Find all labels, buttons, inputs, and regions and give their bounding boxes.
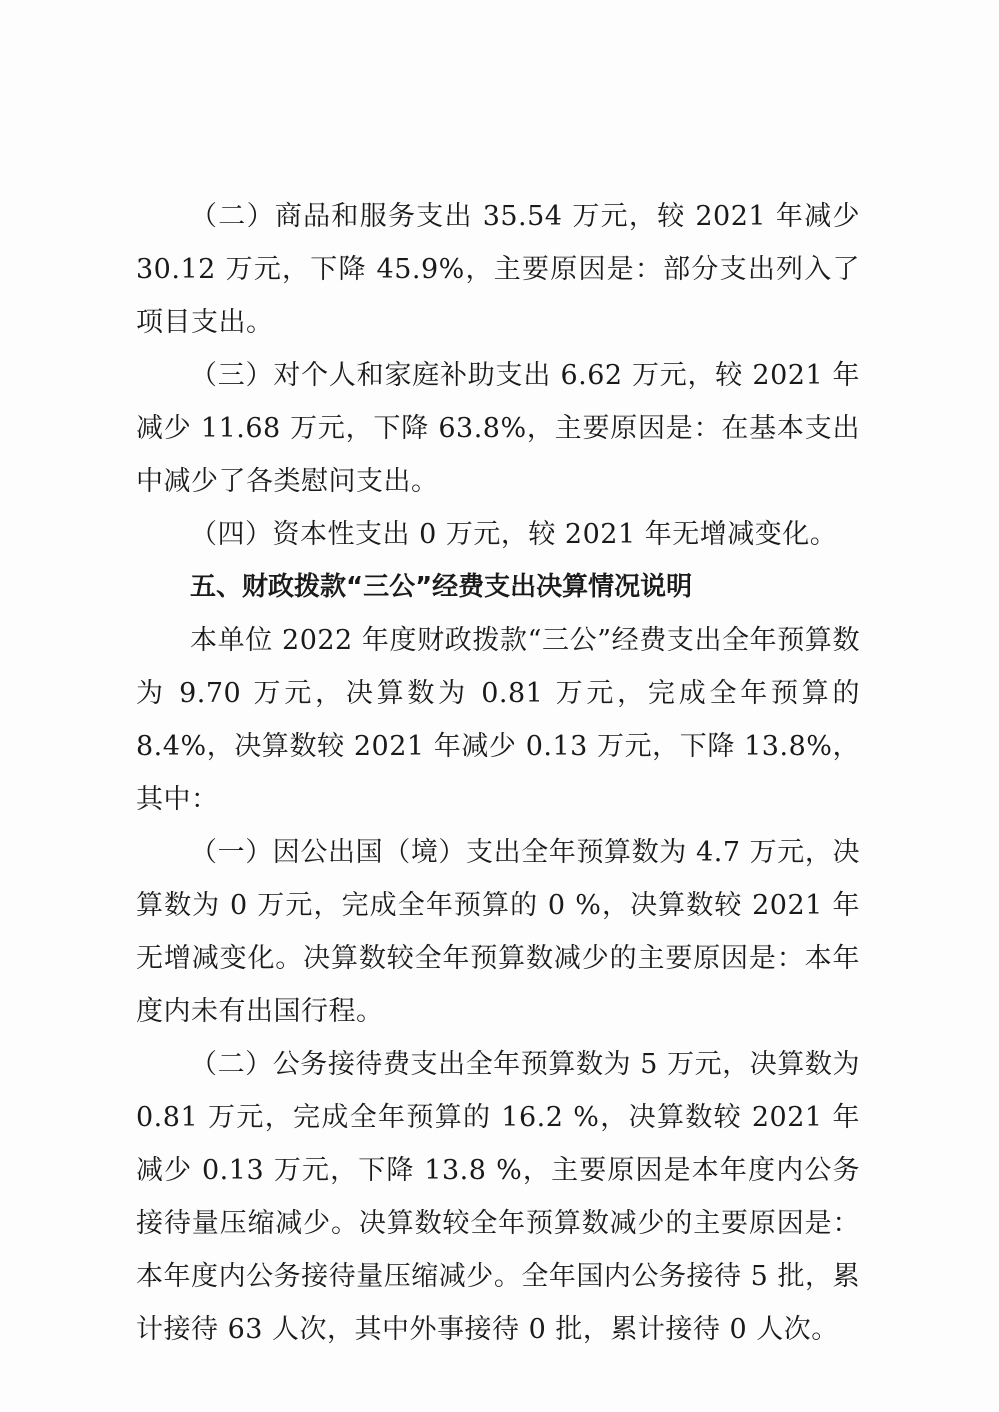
document-body (136, 190, 860, 1356)
paragraph-goods-services: （二）商品和服务支出 35.54 万元，较 2021 年减少 30.12 万元，下降 45.9%，主要原因是：部分支出列入了项目支出。 (136, 201, 860, 338)
paragraph-overseas-travel: （一）因公出国（境）支出全年预算数为 4.7 万元，决算数为 0 万元，完成全年预算的 0 %，决算数较 2021 年无增减变化。决算数较全年预算数减少的主要原因是：本年度内未有出国行程。 (136, 837, 860, 1027)
paragraph-capital-expenditure: （四）资本性支出 0 万元，较 2021 年无增减变化。 (190, 519, 838, 550)
paragraph-three-public-summary: 本单位 2022 年度财政拨款“三公”经费支出全年预算数为 9.70 万元，决算数为 0.81 万元，完成全年预算的 8.4%，决算数较 2021 年减少 0.13 万元，下降 13.8%，其中： (136, 625, 860, 815)
paragraph-personal-subsidy: （三）对个人和家庭补助支出 6.62 万元，较 2021 年减少 11.68 万元，下降 63.8%，主要原因是：在基本支出中减少了各类慰问支出。 (136, 360, 860, 497)
section-heading-five: 五、财政拨款“三公”经费支出决算情况说明 (190, 572, 693, 602)
paragraph-official-reception: （二）公务接待费支出全年预算数为 5 万元，决算数为 0.81 万元，完成全年预算的 16.2 %，决算数较 2021 年减少 0.13 万元，下降 13.8 %，主要原因是本年度内公务接待量压缩减少。决算数较全年预算数减少的主要原因是：本年度内公务接待量压缩减少。全年国内公务接待 5 批，累计接待 63 人次，其中外事接待 0 批，累计接待 0 人次。 (136, 1049, 860, 1345)
